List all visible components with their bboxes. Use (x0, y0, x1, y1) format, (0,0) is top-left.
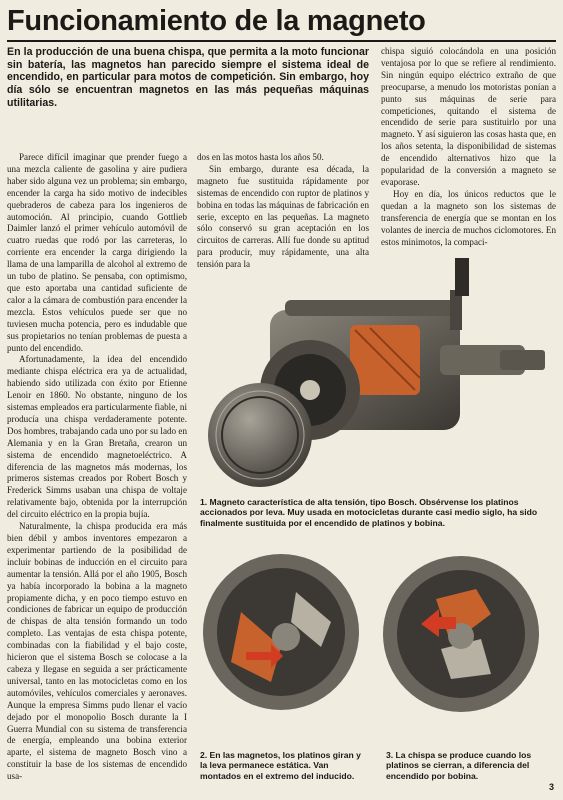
paragraph: Sin embargo, durante esa década, la magneto fue sustituida rápidamente por sistemas de encendido con ruptor de platinos y bobina en todas las máquinas de fabricación en serie, excepto en las pequeñas. La magneto sólo conservó su gran aceptación en los circuitos de carreras. Allí fue donde su aptitud para producir, muy rápidamente, una alta tensión para la (197, 163, 369, 270)
platinos-diagram-right (381, 554, 541, 714)
intro-paragraph: En la producción de una buena chispa, que permita a la moto funcionar sin batería, las magnetos han parecido siempre el sistema ideal de encendido, en particular para motos de competición. Sin embargo, hoy día sólo se encuentran magnetos en las más pequeñas máquinas utilitarias. (7, 46, 369, 109)
figure-3-caption: 3. La chispa se produce cuando los platinos se cierran, a diferencia del encendido por bobina. (386, 750, 532, 781)
platinos-diagram-left (201, 552, 361, 712)
paragraph: Naturalmente, la chispa producida era más bien débil y ambos inventores empezaron a experimentar partiendo de la posibilidad de incluir bobinas de inducción en el circuito para aumentar la tensión. Allá por el año 1905, Bosch ya había incorporado la bobina a la magneto propiamente dicha, y en poco tiempo estuvo en condiciones de fabricar un equipo de producción de chispas de alta tensión formando un todo completo. Las ventajas de esta chispa potente, combinadas con la fiabilidad y el bajo coste, hicieron que el sistema Bosch se colocase a la cabeza y llegase en seguida a ser prácticamente universal, tanto en las motocicletas como en los automóviles, vehículos comerciales y aeronaves. Aunque la empresa Simms pudo llenar el vacío dejado por el monopolio Bosch durante la I Guerra Mundial con su sistema de transferencia de energía, empleando una bobina exterior aparte, el sistema de magneto Bosch vino a constituir la base de los sistemas de encendido usa- (7, 521, 187, 782)
paragraph: Parece difícil imaginar que prender fuego a una mezcla caliente de gasolina y aire pudiera haber sido alguna vez un problema; sin embargo, encender la carga ha sido motivo de indecibles quebraderos de cabeza para los ingenieros de automoción. Al principio, cuando Gottlieb Daimler lanzó el primer vehículo automóvil de cuatro ruedas que rodó por las carreteras, lo corriente era encender la carga dirigiendo la llama de una lamparilla de alcohol al extremo de un tubo de platino. Se pensaba, con optimismo, que esto aportaba una cantidad suficiente de calor a la cámara de combustión para encender la mezcla. Estos vehículos puede ser que no tuviesen mucha potencia, pero es indudable que sus propietarios no tenían problemas de puesta a punto del encendido. (7, 152, 187, 353)
page-title: Funcionamiento de la magneto (7, 5, 426, 37)
text-column-3 (381, 46, 556, 248)
paragraph: dos en las motos hasta los años 50. (197, 152, 324, 162)
magneto-illustration (200, 250, 556, 496)
text-column-1 (7, 152, 187, 788)
figure-2-caption: 2. En las magnetos, los platinos giran y la leva permanece estática. Van montados en el extremo del inducido. (200, 750, 361, 781)
figure-1-caption: 1. Magneto característica de alta tensión, tipo Bosch. Obsérvense los platinos accionados por leva. Muy usada en motocicletas durante casi medio siglo, ha sido finalmente sustituida por el encendido de platinos y bobina. (200, 497, 538, 528)
paragraph: Afortunadamente, la idea del encendido mediante chispa eléctrica era ya de actualidad, habiendo sido utilizada con éxito por Etienne Lenoir en 1860. No obstante, ninguno de los sistemas empleados era particularmente fiable, ni producía una chispa verdaderamente potente. Dos hombres, trabajando cada uno por su lado en Alemania y en la Gran Bretaña, crearon un sistema de encendido magnetoeléctrico. A diferencia de las magnetos más modernas, los primeros sistemas creados por Robert Bosch y Frederick Simms usaban una chispa de voltaje relativamente bajo, obtenida por la interrupción del circuito eléctrico en la propia bujía. (7, 354, 187, 520)
title-rule (7, 40, 556, 42)
paragraph: chispa siguió colocándola en una posición ventajosa por lo que se refiere al rendimiento. Sin ningún equipo eléctrico extraño de que preocuparse, a menudo los motoristas ponían a punto sus máquinas de serie para competiciones, quitando el sistema de encendido de serie para sustituirlo por una magneto. Y así siguieron las cosas hasta que, en los años setenta, la disponibilidad de sistemas de encendido alternativos hizo que la popularidad de la conversión a magneto se evaporase. (381, 46, 556, 187)
paragraph: Hoy en día, los únicos reductos que le quedan a la magneto son los sistemas de transferencia de energía que se montan en los volantes de inercia de muchos ciclomotores. En estos minimotos, la compaci- (381, 188, 556, 247)
page-number: 3 (548, 782, 554, 792)
